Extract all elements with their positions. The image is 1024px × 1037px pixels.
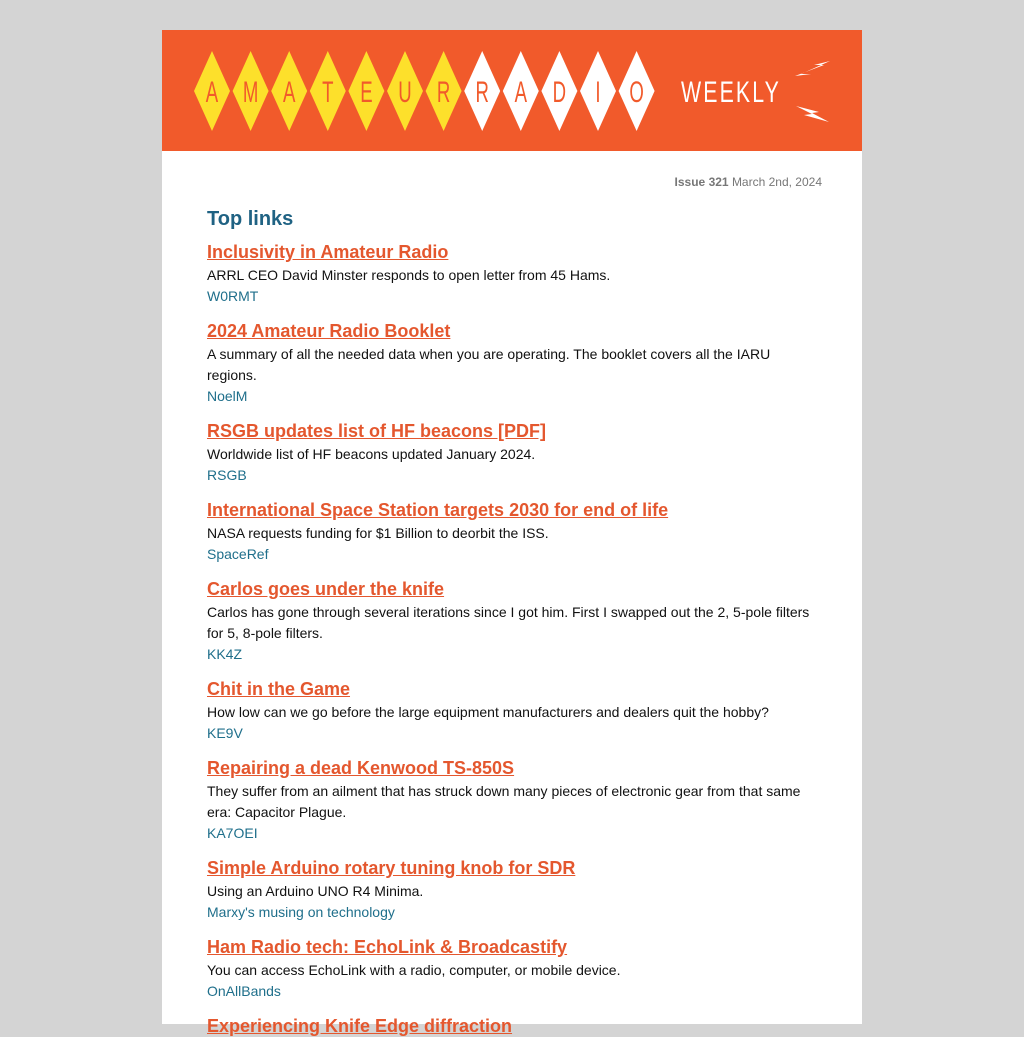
header-banner xyxy=(162,30,862,151)
link-description: NASA requests funding for $1 Billion to deorbit the ISS. xyxy=(207,525,549,541)
link-source[interactable]: RSGB xyxy=(207,467,247,483)
link-title[interactable]: Carlos goes under the knife xyxy=(207,579,445,599)
link-item xyxy=(207,321,822,407)
brand-letter: R xyxy=(436,75,451,110)
link-title[interactable]: Chit in the Game xyxy=(207,679,351,699)
brand-logo xyxy=(162,30,862,151)
link-description: Carlos has gone through several iterations since I got him. First I swapped out the 2, 5-pole filters for 5, 8-pole filters. xyxy=(207,604,810,641)
brand-letter: A xyxy=(205,75,219,110)
link-description: A summary of all the needed data when you are operating. The booklet covers all the IARU regions. xyxy=(207,346,771,383)
link-source[interactable]: Marxy's musing on technology xyxy=(207,904,395,920)
link-title[interactable]: Repairing a dead Kenwood TS-850S xyxy=(207,758,515,778)
brand-letter: O xyxy=(629,75,644,110)
brand-letter: A xyxy=(282,75,296,110)
link-title[interactable]: RSGB updates list of HF beacons [PDF] xyxy=(207,421,547,441)
brand-letter: D xyxy=(552,75,567,110)
link-source[interactable]: SpaceRef xyxy=(207,546,269,562)
lightning-bolt-icon xyxy=(795,61,830,122)
link-item xyxy=(207,500,822,565)
issue-info xyxy=(207,175,822,190)
link-item xyxy=(207,242,822,307)
link-description: Using an Arduino UNO R4 Minima. xyxy=(207,883,424,899)
main-content xyxy=(162,175,862,1037)
link-item xyxy=(207,579,822,665)
brand-letter: A xyxy=(514,75,528,110)
newsletter-page xyxy=(162,30,862,1036)
link-title[interactable]: 2024 Amateur Radio Booklet xyxy=(207,321,451,341)
brand-letter: T xyxy=(322,75,334,110)
brand-letter: M xyxy=(242,75,259,110)
link-source[interactable]: KA7OEI xyxy=(207,825,258,841)
link-description: They suffer from an ailment that has struck down many pieces of electronic gear from that same era: Capacitor Plague. xyxy=(207,783,801,820)
link-item xyxy=(207,421,822,486)
issue-date: March 2nd, 2024 xyxy=(731,175,822,189)
link-description: ARRL CEO David Minster responds to open letter from 45 Hams. xyxy=(207,267,611,283)
link-item xyxy=(207,679,822,744)
link-source[interactable]: NoelM xyxy=(207,388,248,404)
link-item xyxy=(207,1016,822,1037)
link-item xyxy=(207,758,822,844)
link-item xyxy=(207,858,822,923)
link-description: How low can we go before the large equipment manufacturers and dealers quit the hobby? xyxy=(207,704,769,720)
link-title[interactable]: Experiencing Knife Edge diffraction xyxy=(207,1016,513,1036)
link-description: You can access EchoLink with a radio, computer, or mobile device. xyxy=(207,962,621,978)
brand-letter: E xyxy=(360,75,373,110)
brand-diamonds xyxy=(194,51,655,131)
link-source[interactable]: OnAllBands xyxy=(207,983,281,999)
link-title[interactable]: Inclusivity in Amateur Radio xyxy=(207,242,449,262)
brand-letter: R xyxy=(475,75,489,110)
brand-weekly: WEEKLY xyxy=(681,76,781,109)
link-title[interactable]: Simple Arduino rotary tuning knob for SDR xyxy=(207,858,576,878)
link-item xyxy=(207,937,822,1002)
issue-number: Issue 321 xyxy=(674,175,729,189)
link-title[interactable]: International Space Station targets 2030 for end of life xyxy=(207,500,669,520)
link-title[interactable]: Ham Radio tech: EchoLink & Broadcastify xyxy=(207,937,568,957)
section-title: Top links xyxy=(207,208,294,230)
brand-letter: I xyxy=(595,75,601,110)
link-description: Worldwide list of HF beacons updated January 2024. xyxy=(207,446,536,462)
link-source[interactable]: KK4Z xyxy=(207,646,243,662)
brand-letter: U xyxy=(398,75,412,110)
link-source[interactable]: KE9V xyxy=(207,725,243,741)
links-list xyxy=(207,242,822,1037)
link-source[interactable]: W0RMT xyxy=(207,288,259,304)
